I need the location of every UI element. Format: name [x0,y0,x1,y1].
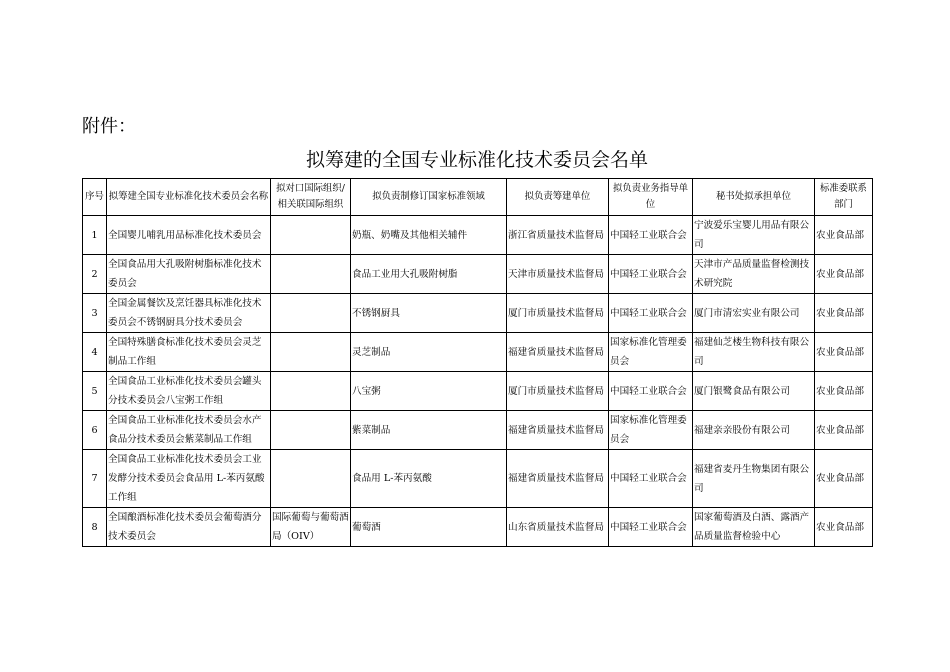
cell-international-org [271,294,351,333]
cell-secretariat: 天津市产品质量监督检测技术研究院 [693,255,815,294]
cell-international-org [271,450,351,508]
cell-guidance-unit: 中国轻工业联合会 [609,255,693,294]
cell-secretariat: 福建省麦丹生物集团有限公司 [693,450,815,508]
header-international-org: 拟对口国际组织/相关联国际组织 [271,179,351,216]
table-row [83,255,873,294]
cell-secretariat: 宁波爱乐宝婴儿用品有限公司 [693,216,815,255]
cell-standard-field: 不锈钢厨具 [351,294,507,333]
cell-committee-name: 全国食品工业标准化技术委员会工业发酵分技术委员会食品用 L-苯丙氨酸工作组 [107,450,271,508]
table-row [83,411,873,450]
table-row [83,508,873,547]
cell-committee-name: 全国特殊膳食标准化技术委员会灵芝制品工作组 [107,333,271,372]
cell-standard-field: 八宝粥 [351,372,507,411]
cell-contact-dept: 农业食品部 [815,216,873,255]
cell-index: 5 [83,372,107,411]
cell-standard-field: 食品用 L-苯丙氨酸 [351,450,507,508]
cell-contact-dept: 农业食品部 [815,450,873,508]
cell-committee-name: 全国食品工业标准化技术委员会罐头分技术委员会八宝粥工作组 [107,372,271,411]
cell-guidance-unit: 中国轻工业联合会 [609,508,693,547]
cell-preparing-unit: 山东省质量技术监督局 [507,508,609,547]
cell-committee-name: 全国酿酒标准化技术委员会葡萄酒分技术委员会 [107,508,271,547]
cell-contact-dept: 农业食品部 [815,255,873,294]
cell-secretariat: 厦门银鹭食品有限公司 [693,372,815,411]
cell-international-org [271,411,351,450]
cell-secretariat: 福建亲亲股份有限公司 [693,411,815,450]
cell-international-org [271,372,351,411]
cell-preparing-unit: 天津市质量技术监督局 [507,255,609,294]
cell-preparing-unit: 福建省质量技术监督局 [507,411,609,450]
cell-index: 7 [83,450,107,508]
cell-standard-field: 食品工业用大孔吸附树脂 [351,255,507,294]
cell-international-org [271,216,351,255]
cell-international-org: 国际葡萄与葡萄酒局（OIV） [271,508,351,547]
table-row [83,333,873,372]
document-title: 拟筹建的全国专业标准化技术委员会名单 [305,149,648,171]
cell-standard-field: 紫菜制品 [351,411,507,450]
cell-preparing-unit: 福建省质量技术监督局 [507,333,609,372]
table-row [83,372,873,411]
header-committee-name: 拟筹建全国专业标准化技术委员会名称 [107,179,271,216]
cell-committee-name: 全国食品用大孔吸附树脂标准化技术委员会 [107,255,271,294]
header-contact-dept: 标准委联系部门 [815,179,873,216]
cell-preparing-unit: 浙江省质量技术监督局 [507,216,609,255]
cell-standard-field: 奶瓶、奶嘴及其他相关辅件 [351,216,507,255]
cell-index: 8 [83,508,107,547]
cell-secretariat: 福建仙芝楼生物科技有限公司 [693,333,815,372]
cell-guidance-unit: 国家标准化管理委员会 [609,333,693,372]
cell-index: 1 [83,216,107,255]
cell-contact-dept: 农业食品部 [815,372,873,411]
cell-standard-field: 葡萄酒 [351,508,507,547]
cell-contact-dept: 农业食品部 [815,508,873,547]
cell-guidance-unit: 国家标准化管理委员会 [609,411,693,450]
cell-guidance-unit: 中国轻工业联合会 [609,450,693,508]
cell-preparing-unit: 厦门市质量技术监督局 [507,294,609,333]
cell-contact-dept: 农业食品部 [815,294,873,333]
header-preparing-unit: 拟负责筹建单位 [507,179,609,216]
cell-secretariat: 国家葡萄酒及白酒、露酒产品质量监督检验中心 [693,508,815,547]
cell-contact-dept: 农业食品部 [815,333,873,372]
cell-international-org [271,333,351,372]
table-row [83,294,873,333]
cell-index: 6 [83,411,107,450]
committee-roster-table [82,178,873,547]
header-standard-field: 拟负责制修订国家标准领域 [351,179,507,216]
cell-index: 3 [83,294,107,333]
table-row [83,216,873,255]
cell-committee-name: 全国食品工业标准化技术委员会水产食品分技术委员会紫菜制品工作组 [107,411,271,450]
table-header-row [83,179,873,216]
header-secretariat: 秘书处拟承担单位 [693,179,815,216]
table-row [83,450,873,508]
header-guidance-unit: 拟负责业务指导单位 [609,179,693,216]
cell-guidance-unit: 中国轻工业联合会 [609,216,693,255]
cell-preparing-unit: 厦门市质量技术监督局 [507,372,609,411]
cell-committee-name: 全国金属餐饮及烹饪器具标准化技术委员会不锈钢厨具分技术委员会 [107,294,271,333]
cell-index: 4 [83,333,107,372]
cell-guidance-unit: 中国轻工业联合会 [609,294,693,333]
cell-international-org [271,255,351,294]
cell-guidance-unit: 中国轻工业联合会 [609,372,693,411]
cell-index: 2 [83,255,107,294]
attachment-label: 附件： [82,116,136,137]
cell-standard-field: 灵芝制品 [351,333,507,372]
cell-committee-name: 全国婴儿哺乳用品标准化技术委员会 [107,216,271,255]
cell-contact-dept: 农业食品部 [815,411,873,450]
header-index: 序号 [83,179,107,216]
cell-preparing-unit: 福建省质量技术监督局 [507,450,609,508]
cell-secretariat: 厦门市清宏实业有限公司 [693,294,815,333]
